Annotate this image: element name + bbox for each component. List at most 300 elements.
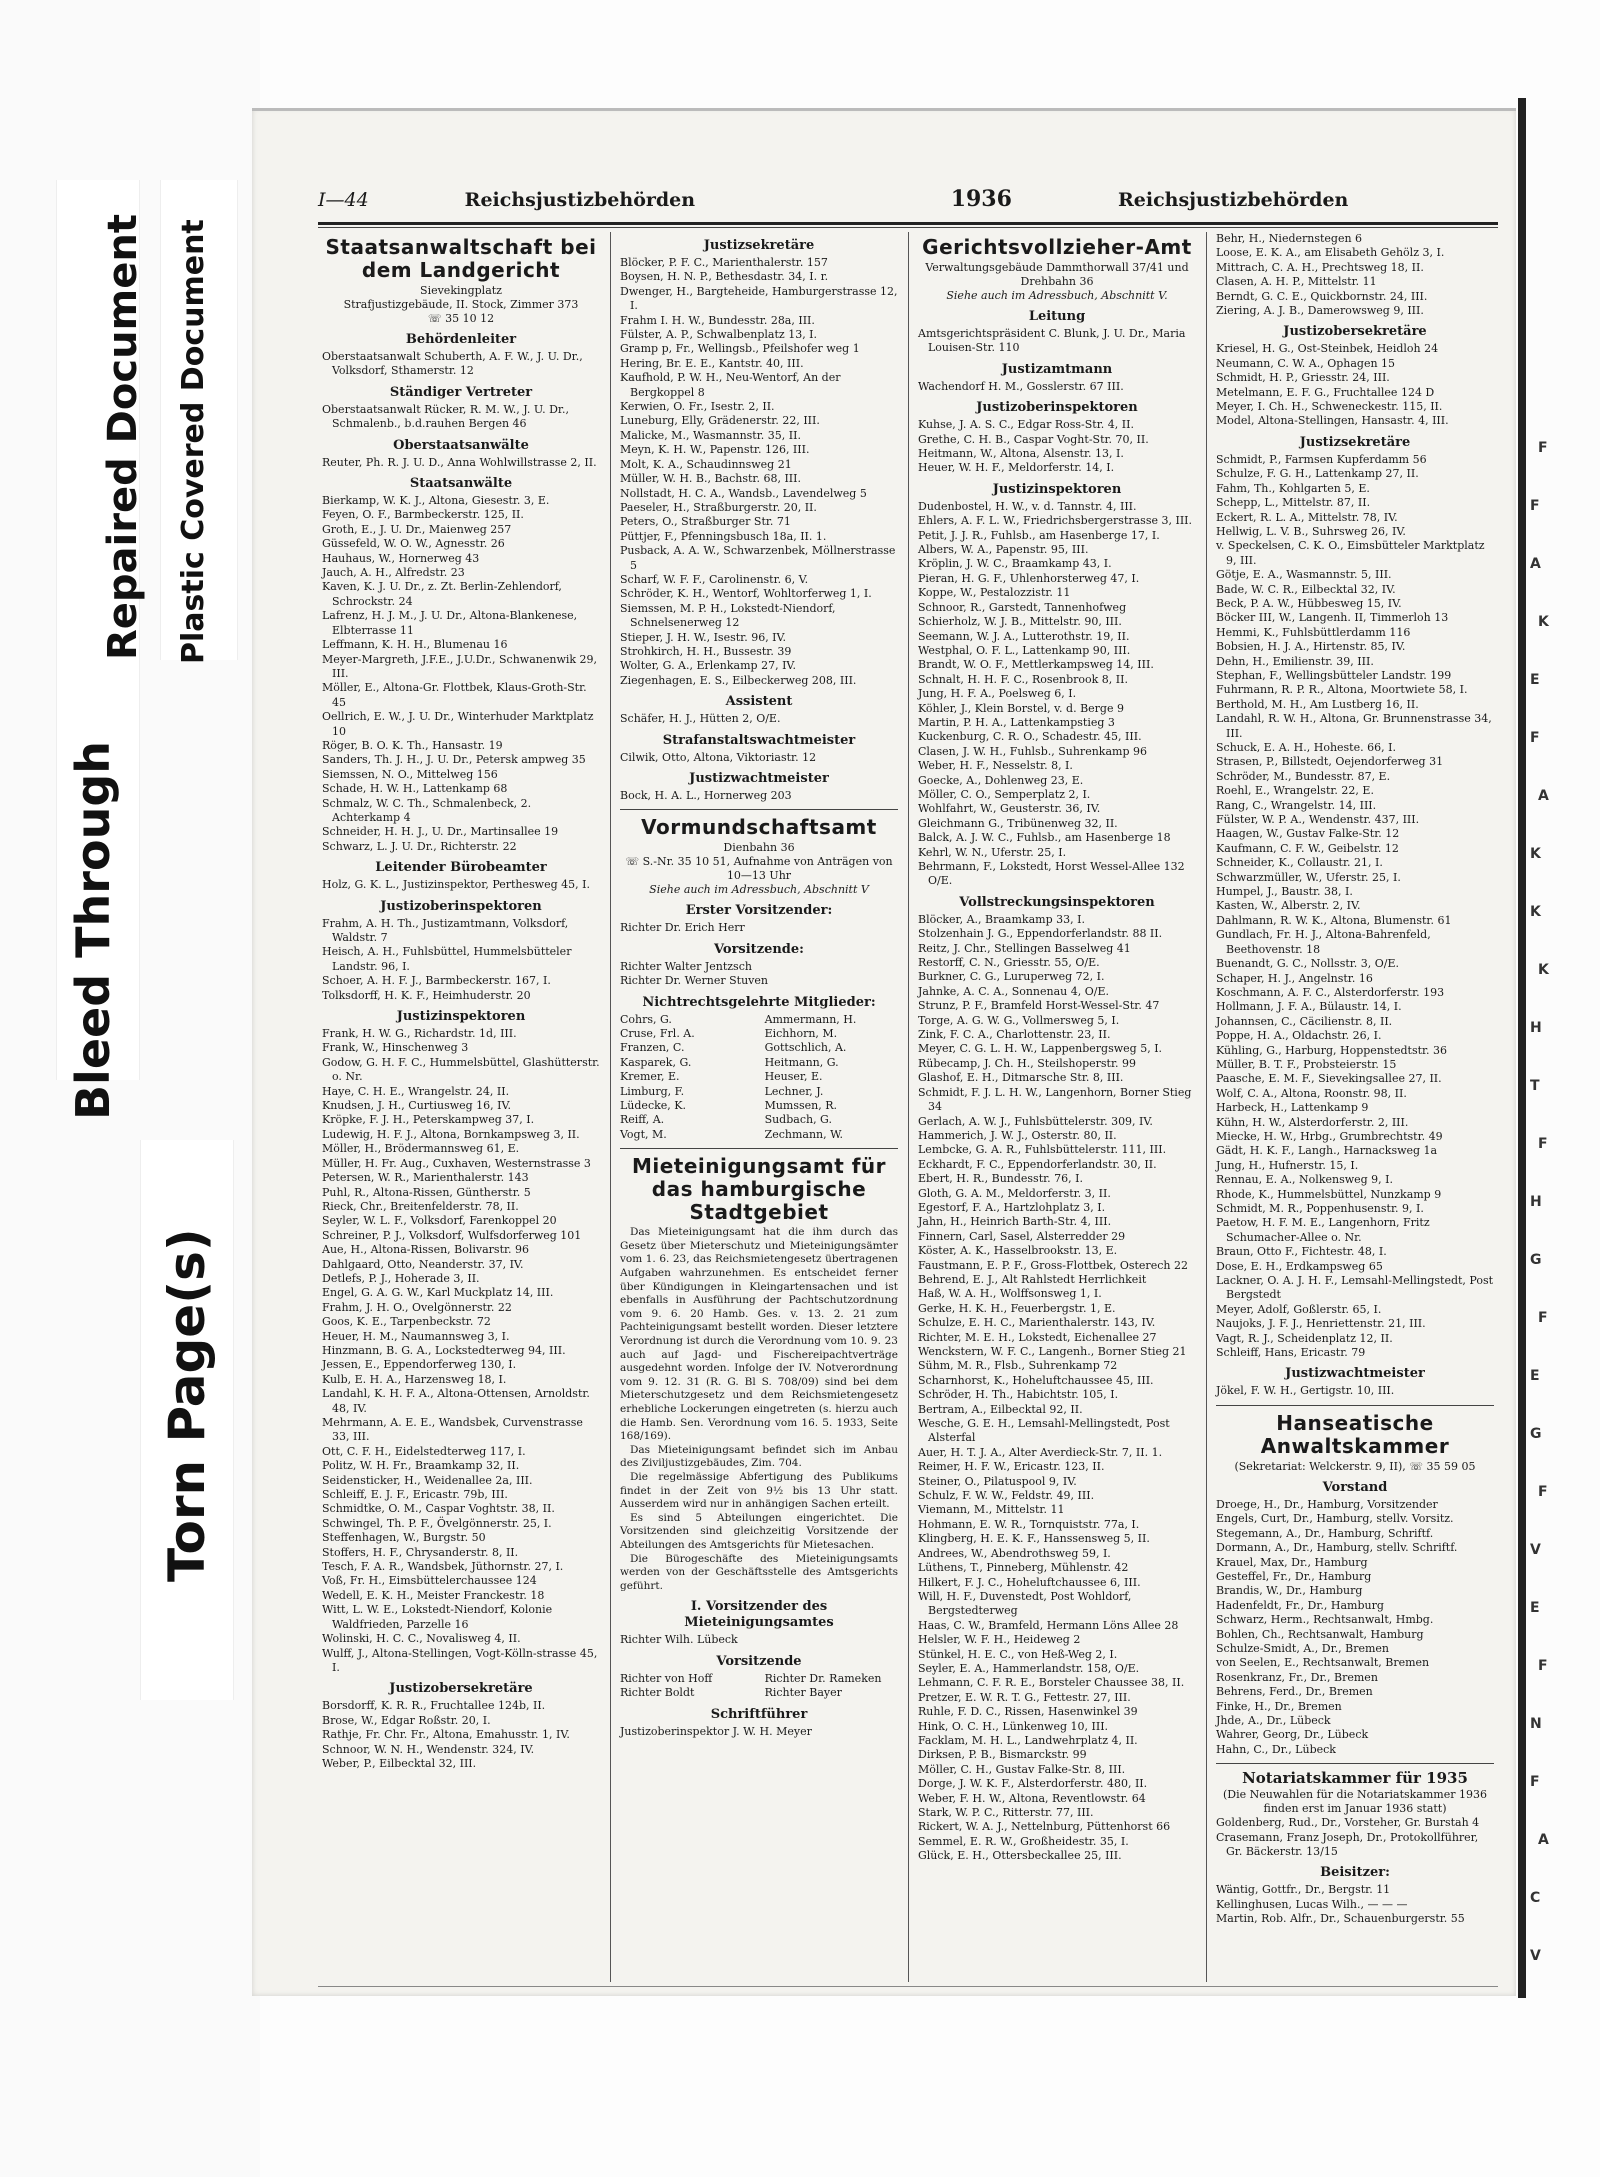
entry-line: Seyler, W. L. F., Volksdorf, Farenkoppel 20 xyxy=(322,1214,557,1228)
facing-page-letter: F xyxy=(1538,1658,1548,1674)
entry-line: Klingberg, H. E. K. F., Hanssensweg 5, II. xyxy=(918,1532,1150,1546)
entry-line: Kasten, W., Alberstr. 2, IV. xyxy=(1216,899,1361,913)
entry-line: Landahl, K. H. F. A., Altona-Ottensen, Arnoldstr. 48, IV. xyxy=(322,1387,590,1415)
section-heading: Vorstand xyxy=(1322,1479,1388,1495)
entry-line: Behr, H., Niedernstegen 6 xyxy=(1216,232,1363,245)
entry-line: Dehn, H., Emilienstr. 39, III. xyxy=(1216,654,1374,668)
entry-line: Meyer-Margreth, J.F.E., J.U.Dr., Schwanenwik 29, III. xyxy=(322,652,598,680)
entry-line: Jauch, A. H., Alfredstr. 23 xyxy=(322,566,465,580)
entry-line: Brose, W., Edgar Roßstr. 20, I. xyxy=(322,1713,491,1727)
entry-line: Strasen, P., Billstedt, Oejendorferweg 31 xyxy=(1216,755,1444,769)
entry-line: Ziegenhagen, E. S., Eilbeckerweg 208, III. xyxy=(620,673,857,687)
facing-page-letter: A xyxy=(1538,788,1549,804)
entry-line: Schaper, H. J., Angelnstr. 16 xyxy=(1216,971,1373,985)
entry-line: Köhler, J., Klein Borstel, v. d. Berge 9 xyxy=(918,701,1124,715)
paragraph: Die regelmässige Abfertigung des Publikums findet in der Zeit von 9½ bis 13 Uhr statt. Ausserdem wird nur in anhängigen Sachen erteilt. xyxy=(620,1470,898,1511)
entry-line: Steffenhagen, W., Burgstr. 50 xyxy=(322,1531,486,1545)
entry-line: Mehrmann, A. E. E., Wandsbek, Curvenstrasse 33, III. xyxy=(322,1416,583,1444)
member-row xyxy=(620,1099,898,1113)
facing-page-letter: E xyxy=(1530,1368,1540,1384)
entry-line: Reimer, H. F. W., Ericastr. 123, II. xyxy=(918,1460,1105,1474)
bleed-through-label: Bleed Through xyxy=(66,740,120,1120)
entry-line: Buenandt, G. C., Nollsstr. 3, O/E. xyxy=(1216,957,1400,971)
entry-line: Paasche, E. M. F., Sievekingsallee 27, II. xyxy=(1216,1072,1442,1086)
entry-line: Hollmann, J. F. A., Bülaustr. 14, I. xyxy=(1216,1000,1402,1014)
entry-line: Miecke, H. W., Hrbg., Grumbrechtstr. 49 xyxy=(1216,1129,1443,1143)
entry-line: Rennau, E. A., Nolkensweg 9, I. xyxy=(1216,1173,1394,1187)
entry-line: Behrend, E. J., Alt Rahlstedt Herrlichkeit xyxy=(918,1272,1147,1286)
entry-line: Roehl, E., Wrangelstr. 22, E. xyxy=(1216,784,1374,798)
pair-right: Zechmann, W. xyxy=(764,1127,843,1141)
facing-page-letter: H xyxy=(1530,1194,1542,1210)
entry-line: Balck, A. J. W. C., Fuhlsb., am Hasenberge 18 xyxy=(918,831,1171,845)
entry-line: Möller, H., Brödermannsweg 61, E. xyxy=(322,1142,520,1156)
entry-line: Feyen, O. F., Barmbeckerstr. 125, II. xyxy=(322,508,524,522)
entry-line: v. Speckelsen, C. K. O., Eimsbütteler Marktplatz 9, III. xyxy=(1216,539,1485,567)
entry-line: Eckhardt, F. C., Eppendorferlandstr. 30, II. xyxy=(918,1157,1157,1171)
section-heading: Oberstaatsanwälte xyxy=(393,437,529,453)
member-row xyxy=(620,1041,898,1055)
entry-line: Dudenbostel, H. W., v. d. Tannstr. 4, III. xyxy=(918,499,1137,513)
entry-line: Götje, E. A., Wasmannstr. 5, III. xyxy=(1216,568,1392,582)
entry-line: Meyer, I. Ch. H., Schweneckestr. 115, II. xyxy=(1216,400,1443,414)
facing-page-letter: F xyxy=(1538,1136,1548,1152)
entry-line: Jahnke, A. C. A., Sonnenau 4, O/E. xyxy=(918,984,1109,998)
entry-line: Borsdorff, K. R. R., Fruchtallee 124b, II. xyxy=(322,1699,546,1713)
entry-line: Gundlach, Fr. H. J., Altona-Bahrenfeld, Beethovenstr. 18 xyxy=(1216,928,1431,956)
facing-page-letter: V xyxy=(1530,1542,1541,1558)
entry-line: Heuer, W. H. F., Meldorferstr. 14, I. xyxy=(918,461,1115,475)
entry-line: Sanders, Th. J. H., J. U. Dr., Petersk ampweg 35 xyxy=(322,753,586,767)
entry-line: Gramp p, Fr., Wellingsb., Pfeilshofer weg 1 xyxy=(620,342,860,356)
entry-line: Dirksen, P. B., Bismarckstr. 99 xyxy=(918,1748,1087,1762)
entry-line: Wäntig, Gottfr., Dr., Bergstr. 11 xyxy=(1216,1883,1391,1897)
header-year: 1936 xyxy=(950,186,1012,212)
pair-right: Heitmann, G. xyxy=(764,1055,839,1069)
entry-line: Behrmann, F., Lokstedt, Horst Wessel-Allee 132 O/E. xyxy=(918,860,1185,888)
entry-line: Ruhle, F. D. C., Rissen, Hasenwinkel 39 xyxy=(918,1705,1138,1719)
entry-line: Möller, C. H., Gustav Falke-Str. 8, III. xyxy=(918,1762,1126,1776)
pair-left: Lüdecke, K. xyxy=(620,1099,686,1113)
section-heading: Leitender Bürobeamter xyxy=(375,860,547,876)
entry-line: Naujoks, J. F. J., Henriettenstr. 21, III. xyxy=(1216,1317,1426,1331)
section-rule xyxy=(1216,1405,1494,1406)
member-row xyxy=(620,1113,898,1127)
entry-line: Rathje, Fr. Chr. Fr., Altona, Emahusstr. 1, IV. xyxy=(322,1728,570,1742)
pair-left: Cohrs, G. xyxy=(620,1012,672,1026)
note-line: (Die Neuwahlen für die Notariatskammer 1936 finden erst im Januar 1936 statt) xyxy=(1223,1788,1487,1816)
facing-page-letter: T xyxy=(1530,1078,1540,1094)
section-heading: Beisitzer: xyxy=(1320,1865,1390,1881)
facing-page-letter: F xyxy=(1538,440,1548,456)
entry-line: Gerke, H. K. H., Feuerbergstr. 1, E. xyxy=(918,1301,1116,1315)
entry-line: Dahlgaard, Otto, Neanderstr. 37, IV. xyxy=(322,1257,524,1271)
entry-line: Gädt, H. K. F., Langh., Harnacksweg 1a xyxy=(1216,1144,1438,1158)
page-edge-shadow xyxy=(1518,98,1526,1998)
pair-left: Reiff, A. xyxy=(620,1113,665,1127)
entry-line: Heuer, H. M., Naumannsweg 3, I. xyxy=(322,1329,510,1343)
entry-line: Haas, C. W., Bramfeld, Hermann Löns Allee 28 xyxy=(918,1618,1179,1632)
entry-line: Schmalz, W. C. Th., Schmalenbeck, 2. Achterkamp 4 xyxy=(322,796,532,824)
header-right-title: Reichsjustizbehörden xyxy=(1117,189,1349,211)
entry-line: Schreiner, P. J., Volksdorf, Wulfsdorferweg 101 xyxy=(322,1228,582,1242)
entry-line: Reuter, Ph. R. J. U. D., Anna Wohlwillstrasse 2, II. xyxy=(322,455,597,469)
entry-line: Schleiff, Hans, Ericastr. 79 xyxy=(1216,1346,1366,1360)
entry-line: Oellrich, E. W., J. U. Dr., Winterhuder Marktplatz 10 xyxy=(322,710,594,738)
entry-line: Meyer, Adolf, Goßlerstr. 65, I. xyxy=(1216,1302,1382,1316)
entry-line: Schnalt, H. H. F. C., Rosenbrook 8, II. xyxy=(918,672,1128,686)
entry-line: Steiner, O., Pilatuspool 9, IV. xyxy=(918,1474,1077,1488)
entry-line: Frahm, J. H. O., Ovelgönnerstr. 22 xyxy=(322,1300,512,1314)
entry-line: Schierholz, W. J. B., Mittelstr. 90, III. xyxy=(918,615,1122,629)
entry-line: Schwarz, Herm., Rechtsanwalt, Hmbg. xyxy=(1216,1613,1434,1627)
entry-line: Schmidt, P., Farmsen Kupferdamm 56 xyxy=(1216,452,1427,466)
entry-line: Helsler, W. F. H., Heideweg 2 xyxy=(918,1633,1081,1647)
entry-line: Schoer, A. H. F. J., Barmbeckerstr. 167, I. xyxy=(322,974,551,988)
entry-line: Scharnhorst, K., Hoheluftchaussee 45, III. xyxy=(918,1373,1154,1387)
entry-line: Schröder, K. H., Wentorf, Wohltorferweg 1, I. xyxy=(620,587,872,601)
address-line: ☏ 35 10 12 xyxy=(427,312,495,325)
entry-line: Vagt, R. J., Scheidenplatz 12, II. xyxy=(1216,1331,1393,1345)
entry-line: Aue, H., Altona-Rissen, Bolivarstr. 96 xyxy=(322,1243,530,1257)
entry-line: Schulze, E. H. C., Marienthalerstr. 143, IV. xyxy=(918,1316,1156,1330)
entry-line: Schmidt, F. J. L. H. W., Langenhorn, Borner Stieg 34 xyxy=(918,1085,1192,1114)
address-line: Verwaltungsgebäude Dammthorwall 37/41 und Drehbahn 36 xyxy=(925,261,1189,288)
entry-line: Weber, F. H. W., Altona, Reventlowstr. 64 xyxy=(918,1791,1146,1805)
entry-line: Wenckstern, W. F. C., Langenh., Borner Stieg 21 xyxy=(918,1345,1187,1358)
entry-line: Wolinski, H. C. C., Novalisweg 4, II. xyxy=(322,1632,521,1646)
pair-left: Limburg, F. xyxy=(620,1084,685,1098)
section-heading: Erster Vorsitzender: xyxy=(685,903,833,919)
entry-line: Grethe, C. H. B., Caspar Voght-Str. 70, II. xyxy=(918,432,1149,446)
section-heading: Justizsekretäre xyxy=(703,238,815,253)
entry-line: Müller, W. H. B., Bachstr. 68, III. xyxy=(620,472,801,486)
entry-line: Gesteffel, Fr., Dr., Hamburg xyxy=(1216,1569,1372,1583)
header-left-title: Reichsjustizbehörden xyxy=(464,189,696,211)
section-heading: Vollstreckungsinspektoren xyxy=(959,894,1155,910)
entry-line: Restorff, C. N., Griesstr. 55, O/E. xyxy=(918,956,1100,970)
entry-line: Burkner, C. G., Luruperweg 72, I. xyxy=(918,970,1105,984)
entry-line: Seemann, W. J. A., Lutterothstr. 19, II. xyxy=(918,629,1130,643)
entry-line: Siemssen, M. P. H., Lokstedt-Niendorf, Schnelsenerweg 12 xyxy=(620,601,836,630)
entry-line: Kulb, E. H. A., Harzensweg 18, I. xyxy=(322,1372,507,1386)
column-2 xyxy=(616,232,902,1982)
entry-line: Godow, G. H. F. C., Hummelsbüttel, Glashütterstr. o. Nr. xyxy=(322,1055,600,1084)
entry-line: Wolf, C. A., Altona, Roonstr. 98, II. xyxy=(1216,1086,1407,1100)
entry-line: Sühm, M. R., Flsb., Suhrenkamp 72 xyxy=(918,1359,1118,1373)
facing-page-edge xyxy=(1526,110,1600,1990)
page-top-edge xyxy=(252,108,1516,111)
entry-line: Goecke, A., Dohlenweg 23, E. xyxy=(918,773,1084,787)
facing-page-letter: F xyxy=(1530,498,1540,514)
entry-line: Schmidtke, O. M., Caspar Voghtstr. 38, II. xyxy=(322,1502,555,1516)
entry-line: Hemmi, K., Fuhlsbüttlerdamm 116 xyxy=(1216,625,1411,639)
pair-left: Richter Boldt xyxy=(620,1686,695,1700)
entry-line: Frahm, A. H. Th., Justizamtmann, Volksdorf, Waldstr. 7 xyxy=(322,916,569,944)
entry-line: Bock, H. A. L., Hornerweg 203 xyxy=(620,789,792,802)
entry-line: Boysen, H. N. P., Bethesdastr. 34, I. r. xyxy=(620,270,829,284)
column-4 xyxy=(1212,232,1498,1982)
entry-line: Gerlach, A. W. J., Fuhlsbüttelerstr. 309, IV. xyxy=(918,1114,1153,1128)
section-heading: Staatsanwälte xyxy=(409,476,513,492)
section-heading: Nichtrechtsgelehrte Mitglieder: xyxy=(642,994,876,1010)
entry-line: Dorge, J. W. K. F., Alsterdorferstr. 480, II. xyxy=(918,1777,1148,1791)
entry-line: Clasen, J. W. H., Fuhlsb., Suhrenkamp 96 xyxy=(918,744,1147,758)
entry-line: Schulze-Smidt, A., Dr., Bremen xyxy=(1216,1641,1390,1655)
chair-row xyxy=(620,1672,898,1686)
entry-line: Kühling, G., Harburg, Hoppenstedtstr. 36 xyxy=(1216,1043,1448,1057)
section-heading: Assistent xyxy=(725,694,793,710)
entry-line: Viemann, M., Mittelstr. 11 xyxy=(918,1503,1065,1517)
entry-line: Schmidt, H. P., Griesstr. 24, III. xyxy=(1216,371,1390,385)
entry-line: Bobsien, H. J. A., Hirtenstr. 85, IV. xyxy=(1216,640,1406,654)
entry-line: Weber, P., Eilbecktal 32, III. xyxy=(322,1756,477,1770)
entry-line: Kröplin, J. W. C., Braamkamp 43, I. xyxy=(918,557,1112,571)
torn-pages-label: Torn Page(s) xyxy=(158,1228,216,1582)
chair-row xyxy=(620,1686,898,1700)
entry-line: Schröder, H. Th., Habichtstr. 105, I. xyxy=(918,1388,1119,1402)
entry-line: Frahm I. H. W., Bundesstr. 28a, III. xyxy=(620,313,815,327)
entry-line: Ehlers, A. F. L. W., Friedrichsbergerstrasse 3, III. xyxy=(918,514,1193,528)
entry-line: Frank, W., Hinschenweg 3 xyxy=(322,1041,469,1055)
vormundschaftsamt-title: Vormundschaftsamt xyxy=(641,815,877,840)
entry-line: Bade, W. C. R., Eilbecktal 32, IV. xyxy=(1216,582,1396,596)
entry-line: Martin, P. H. A., Lattenkampstieg 3 xyxy=(918,715,1115,729)
member-row xyxy=(620,1027,898,1041)
entry-line: Möller, E., Altona-Gr. Flottbek, Klaus-Groth-Str. 45 xyxy=(322,681,587,709)
address-line: Dienbahn 36 xyxy=(723,841,795,855)
facing-page-letter: K xyxy=(1530,846,1541,862)
entry-line: Finnern, Carl, Sasel, Alsterredder 29 xyxy=(918,1229,1126,1243)
facing-page-letter: G xyxy=(1530,1426,1542,1442)
mieteinigungsamt-title: Mieteinigungsamt für das hamburgische Stadtgebiet xyxy=(631,1154,887,1225)
entry-line: Stünkel, H. E. C., von Heß-Weg 2, I. xyxy=(918,1647,1118,1661)
pair-left: Cruse, Frl. A. xyxy=(620,1027,695,1041)
member-row xyxy=(620,1013,898,1027)
entry-line: Hink, O. C. H., Lünkenweg 10, III. xyxy=(918,1719,1109,1733)
entry-line: Ott, C. F. H., Eidelstedterweg 117, I. xyxy=(322,1444,526,1458)
section-rule xyxy=(620,809,898,810)
pair-right: Richter Bayer xyxy=(764,1686,842,1700)
entry-line: Schepp, L., Mittelstr. 87, II. xyxy=(1216,496,1371,510)
plastic-covered-label: Plastic Covered Document xyxy=(176,219,211,664)
entry-line: Glück, E. H., Ottersbeckallee 25, III. xyxy=(918,1849,1122,1863)
facing-page-letter: K xyxy=(1538,614,1549,630)
entry-line: Dahlmann, R. W. K., Altona, Blumenstr. 61 xyxy=(1216,913,1452,927)
entry-line: Stephan, F., Wellingsbütteler Landstr. 199 xyxy=(1216,668,1452,682)
entry-line: Schmidt, M. R., Poppenhusenstr. 9, I. xyxy=(1216,1202,1424,1215)
entry-line: Luneburg, Elly, Grädenerstr. 22, III. xyxy=(620,414,820,428)
entry-line: Blöcker, A., Braamkamp 33, I. xyxy=(918,912,1085,926)
entry-line: Puhl, R., Altona-Rissen, Güntherstr. 5 xyxy=(322,1185,531,1199)
entry-line: Andrees, W., Abendrothsweg 59, I. xyxy=(918,1546,1111,1560)
facing-page-letter: N xyxy=(1530,1716,1542,1732)
entry-line: Meyn, K. H. W., Papenstr. 126, III. xyxy=(620,443,810,457)
address-line: ☏ S.-Nr. 35 10 51, Aufnahme von Anträgen von 10—13 Uhr xyxy=(625,855,893,883)
entry-line: Müller, H. Fr. Aug., Cuxhaven, Westernstrasse 3 xyxy=(322,1156,591,1170)
entry-line: Brandis, W., Dr., Hamburg xyxy=(1216,1584,1363,1598)
entry-line: Richter Wilh. Lübeck xyxy=(620,1633,738,1647)
entry-line: Auer, H. T. J. A., Alter Averdieck-Str. 7, II. 1. xyxy=(918,1445,1163,1459)
facing-page-letter: H xyxy=(1530,1020,1542,1036)
section-rule xyxy=(1216,1763,1494,1764)
entry-line: Bierkamp, W. K. J., Altona, Giesestr. 3, E. xyxy=(322,494,550,508)
entry-line: Pieran, H. G. F., Uhlenhorsterweg 47, I. xyxy=(918,571,1140,585)
entry-line: Strunz, P. F., Bramfeld Horst-Wessel-Str. 47 xyxy=(918,999,1160,1013)
entry-line: Eckert, R. L. A., Mittelstr. 78, IV. xyxy=(1216,510,1398,524)
paragraph: Die Bürogeschäfte des Mieteinigungsamts werden von der Geschäftsstelle des Amtsgerichts geführt. xyxy=(620,1552,898,1592)
entry-line: Haagen, W., Gustav Falke-Str. 12 xyxy=(1216,827,1400,841)
entry-line: Kaven, K. J. U. Dr., z. Zt. Berlin-Zehlendorf, Schrockstr. 24 xyxy=(322,580,562,608)
entry-line: Ludewig, H. F. J., Altona, Bornkampsweg 3, II. xyxy=(322,1127,580,1141)
entry-line: Humpel, J., Baustr. 38, I. xyxy=(1216,885,1353,899)
entry-line: Schwarzmüller, W., Uferstr. 25, I. xyxy=(1216,870,1401,884)
entry-line: Hammerich, J. W. J., Osterstr. 80, II. xyxy=(918,1128,1117,1142)
entry-line: Fuhrmann, R. P. R., Altona, Moortwiete 58, I. xyxy=(1216,683,1468,697)
entry-line: Goos, K. E., Tarpenbeckstr. 72 xyxy=(322,1315,491,1329)
entry-line: Malicke, M., Wasmannstr. 35, II. xyxy=(620,428,801,442)
entry-line: Fahm, Th., Kohlgarten 5, E. xyxy=(1216,481,1370,495)
facing-page-letter: K xyxy=(1530,904,1541,920)
entry-line: Jessen, E., Eppendorferweg 130, I. xyxy=(322,1358,517,1372)
address-line: Strafjustizgebäude, II. Stock, Zimmer 373 xyxy=(343,298,579,311)
entry-line: Gloth, G. A. M., Meldorferstr. 3, II. xyxy=(918,1186,1111,1200)
entry-line: Leffmann, K. H. H., Blumenau 16 xyxy=(322,638,508,652)
entry-line: Schnoor, W. N. H., Wendenstr. 324, IV. xyxy=(322,1742,535,1756)
section-heading: I. Vorsitzender des Mieteinigungsamtes xyxy=(684,1599,834,1631)
paragraph: Das Mieteinigungsamt hat die ihm durch das Gesetz über Mieterschutz und Mieteinigungsämter vom 1. 6. 23, das Reichsmietengesetz übertragenen Aufgaben wahrzunehmen. Es entscheidet ferner über Kündigungen in Kleingartensachen und ist ebenfalls in Ausführung der Pachtschutzordnung vom 9. 6. 20 Hamb. Ges. v. 13. 2. 21 zum Pachteinigungsamt bestellt worden. Dieser letztere Verordnung ist durch die Verordnung vom 10. 9. 23 auch auf Jagd- und Fischereipachtverträge ausgedehnt worden. Infolge der IV. Notverordnung vom 9. 12. 31 (R. G. Bl S. 708/09) sind bei dem Mieterschutzgesetz und dem Reichsmietengesetz erhebliche Lockerungen eingetreten (s. hierzu auch die Hamb. Sen. Verordnung vom 16. 5. 1933, Seite 168/169). xyxy=(620,1226,898,1443)
entry-line: Peters, O., Straßburger Str. 71 xyxy=(620,515,791,529)
entry-line: Kellinghusen, Lucas Wilh., — — — xyxy=(1216,1897,1408,1911)
column-divider xyxy=(908,232,909,1982)
entry-line: Model, Altona-Stellingen, Hansastr. 4, III. xyxy=(1216,414,1449,428)
entry-line: Kuckenburg, C. R. O., Schadestr. 45, III. xyxy=(918,730,1142,744)
pair-right: Richter Dr. Rameken xyxy=(764,1671,882,1685)
entry-line: Rang, C., Wrangelstr. 14, III. xyxy=(1216,798,1377,812)
entry-line: Lembcke, G. A. R., Fuhlsbüttelerstr. 111, III. xyxy=(918,1143,1167,1157)
section-heading: Strafanstaltswachtmeister xyxy=(662,732,856,748)
entry-line: Fülster, A. P., Schwalbenplatz 13, I. xyxy=(620,328,818,342)
entry-line: Zink, F. C. A., Charlottenstr. 23, II. xyxy=(918,1028,1111,1042)
section-heading: Behördenleiter xyxy=(405,332,517,347)
entry-line: Landahl, R. W. H., Altona, Gr. Brunnenstrasse 34, III. xyxy=(1216,712,1492,740)
text-columns xyxy=(318,232,1498,1982)
entry-line: Paeseler, H., Straßburgerstr. 20, II. xyxy=(620,500,817,514)
entry-line: Bertram, A., Eilbecktal 92, II. xyxy=(918,1402,1083,1416)
entry-line: Koppe, W., Pestalozzistr. 11 xyxy=(918,586,1071,600)
section-heading: Justizoberinspektoren xyxy=(976,400,1138,416)
entry-line: Frank, H. W. G., Richardstr. 1d, III. xyxy=(322,1027,517,1041)
entry-line: Böcker III, W., Langenh. II, Timmerloh 13 xyxy=(1216,611,1449,625)
entry-line: Schnoor, R., Garstedt, Tannenhofweg xyxy=(918,600,1127,614)
pair-left: Kasparek, G. xyxy=(620,1055,692,1069)
entry-line: Clasen, A. H. P., Mittelstr. 11 xyxy=(1216,275,1377,289)
entry-line: Wahrer, Georg, Dr., Lübeck xyxy=(1216,1728,1369,1742)
entry-line: Güssefeld, W. O. W., Agnesstr. 26 xyxy=(322,537,505,551)
entry-line: Hilkert, F. J. C., Hoheluftchaussee 6, III. xyxy=(918,1575,1141,1589)
paragraph: Es sind 5 Abteilungen eingerichtet. Die Vorsitzenden sind gleichzeitig Vorsitzende der Abteilungen des Amtsgerichts für Mietesachen. xyxy=(620,1511,898,1551)
entry-line: Egestorf, F. A., Hartzlohplatz 3, I. xyxy=(918,1200,1106,1214)
section-heading: Vorsitzende: xyxy=(714,941,804,957)
member-row xyxy=(620,1056,898,1070)
section-heading: Justizobersekretäre xyxy=(389,1681,533,1697)
entry-line: Schulz, F. W. W., Feldstr. 49, III. xyxy=(918,1489,1095,1503)
entry-line: Siemssen, N. O., Mittelweg 156 xyxy=(322,767,498,781)
address-line: (Sekretariat: Welckerstr. 9, II), ☏ 35 59 05 xyxy=(1234,1459,1476,1473)
entry-line: Poppe, H. A., Oldachstr. 26, I. xyxy=(1216,1029,1382,1043)
section-heading: Justizwachtmeister xyxy=(1285,1366,1425,1382)
entry-line: Loose, E. K. A., am Elisabeth Gehölz 3, I. xyxy=(1216,246,1445,260)
pair-right: Lechner, J. xyxy=(764,1084,824,1098)
entry-line: Koschmann, A. F. C., Alsterdorferstr. 193 xyxy=(1216,985,1445,999)
entry-line: Lafrenz, H. J. M., J. U. Dr., Altona-Blankenese, Elbterrasse 11 xyxy=(322,609,578,637)
entry-line: Seyler, E. A., Hammerlandstr. 158, O/E. xyxy=(918,1661,1140,1675)
entry-line: Schwingel, Th. P. F., Övelgönnerstr. 25, I. xyxy=(322,1516,552,1530)
entry-line: Jung, H., Hufnerstr. 15, I. xyxy=(1216,1158,1359,1172)
entry-line: Crasemann, Franz Joseph, Dr., Protokollführer, Gr. Bäckerstr. 13/15 xyxy=(1216,1830,1479,1858)
entry-line: Nollstadt, H. C. A., Wandsb., Lavendelweg 5 xyxy=(620,486,867,500)
pair-right: Eichhorn, M. xyxy=(764,1027,838,1041)
entry-line: Jhde, A., Dr., Lübeck xyxy=(1216,1713,1331,1727)
entry-line: Witt, L. W. E., Lokstedt-Niendorf, Kolonie Waldfrieden, Parzelle 16 xyxy=(322,1603,553,1631)
entry-line: Petersen, W. R., Marienthalerstr. 143 xyxy=(322,1171,529,1185)
entry-line: Will, H. F., Duvenstedt, Post Wohldorf, Bergstedterweg xyxy=(918,1589,1132,1618)
pair-left: Kremer, E. xyxy=(620,1070,680,1084)
section-heading: Justizinspektoren xyxy=(396,1009,526,1025)
entry-line: Faustmann, E. P. F., Gross-Flottbek, Osterech 22 xyxy=(918,1258,1188,1272)
entry-line: Semmel, E. R. W., Großheidestr. 35, I. xyxy=(918,1834,1129,1848)
entry-line: Kaufmann, C. F. W., Geibelstr. 12 xyxy=(1216,841,1399,855)
entry-line: Kröpke, F. J. H., Peterskampweg 37, I. xyxy=(322,1113,535,1127)
repaired-document-label: Repaired Document xyxy=(100,214,146,660)
column-3-title: Gerichtsvollzieher-Amt xyxy=(922,235,1192,259)
pair-right: Ammermann, H. xyxy=(764,1012,857,1026)
entry-line: Seidensticker, H., Weidenallee 2a, III. xyxy=(322,1473,533,1487)
section-heading: Schriftführer xyxy=(710,1706,808,1722)
facing-page-letter: F xyxy=(1538,1484,1548,1500)
bottom-rule xyxy=(318,1986,1498,1987)
entry-line: Wolter, G. A., Erlenkamp 27, IV. xyxy=(620,659,796,673)
entry-line: Kühn, H. W., Alsterdorferstr. 2, III. xyxy=(1216,1115,1409,1129)
entry-line: Schleiff, E. J. F., Ericastr. 79b, III. xyxy=(322,1488,508,1502)
header-rule-thin xyxy=(318,227,1498,228)
entry-line: Rübecamp, J. Ch. H., Steilshoperstr. 99 xyxy=(918,1056,1136,1070)
entry-line: Gleichmann G., Tribünenweg 32, II. xyxy=(918,816,1118,830)
member-row xyxy=(620,1070,898,1084)
entry-line: Jung, H. F. A., Poelsweg 6, I. xyxy=(918,687,1077,701)
pair-left: Franzen, C. xyxy=(620,1041,685,1055)
entry-line: Stieper, J. H. W., Isestr. 96, IV. xyxy=(620,630,787,644)
entry-line: Schuck, E. A. H., Hoheste. 66, I. xyxy=(1216,741,1396,754)
entry-line: Köster, A. K., Hasselbrookstr. 13, E. xyxy=(918,1244,1118,1258)
member-row xyxy=(620,1085,898,1099)
entry-line: Haye, C. H. E., Wrangelstr. 24, II. xyxy=(322,1084,510,1098)
entry-line: Fülster, W. P. A., Wendenstr. 437, III. xyxy=(1216,813,1420,827)
entry-line: Engel, G. A. G. W., Karl Muckplatz 14, III. xyxy=(322,1286,554,1300)
facing-page-letter: V xyxy=(1530,1948,1541,1964)
entry-line: Facklam, M. H. L., Landwehrplatz 4, II. xyxy=(918,1733,1138,1747)
entry-line: Richter, M. E. H., Lokstedt, Eichenallee 27 xyxy=(918,1330,1157,1344)
section-heading: Vorsitzende xyxy=(716,1653,802,1669)
column-divider xyxy=(610,232,611,1982)
entry-line: Wachendorf H. M., Gosslerstr. 67 III. xyxy=(918,379,1124,393)
entry-line: Schade, H. W. H., Lattenkamp 68 xyxy=(322,782,508,796)
entry-line: Amtsgerichtspräsident C. Blunk, J. U. Dr., Maria Louisen-Str. 110 xyxy=(918,327,1186,355)
entry-line: Schneider, H. H. J., U. Dr., Martinsallee 19 xyxy=(322,825,559,839)
entry-line: Müller, B. T. F., Probsteierstr. 15 xyxy=(1216,1057,1397,1071)
entry-line: Voß, Fr. H., Eimsbüttelerchaussee 124 xyxy=(322,1574,537,1588)
entry-line: Hadenfeldt, Fr., Dr., Hamburg xyxy=(1216,1598,1384,1612)
